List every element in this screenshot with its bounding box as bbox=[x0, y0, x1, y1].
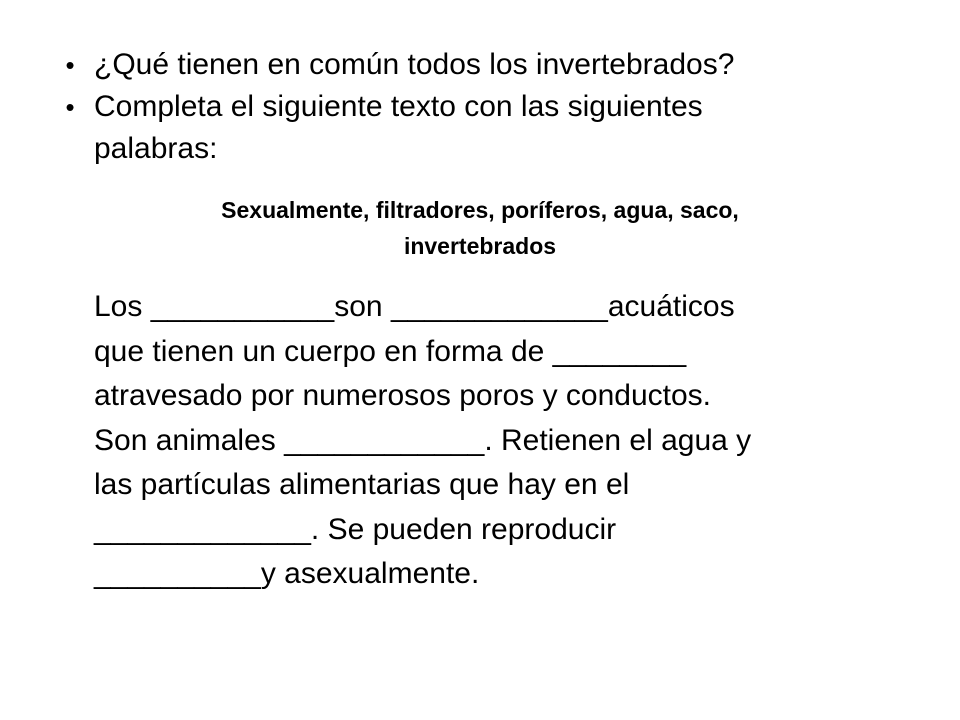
bullet-dot-icon: • bbox=[65, 50, 75, 80]
paragraph-line: __________y asexualmente. bbox=[94, 557, 480, 590]
bullet-instruction bbox=[60, 86, 900, 170]
bullet-question-text: ¿Qué tienen en común todos los invertebrados? bbox=[94, 48, 735, 81]
fill-in-paragraph bbox=[94, 285, 894, 597]
bullet-instruction-line-2: palabras: bbox=[94, 132, 218, 165]
word-bank bbox=[60, 192, 900, 264]
bullet-question bbox=[60, 44, 900, 86]
paragraph-line: Los ___________son _____________acuáticos bbox=[94, 290, 735, 323]
paragraph-line: que tienen un cuerpo en forma de ________ bbox=[94, 334, 687, 368]
bullet-instruction-line-1: Completa el siguiente texto con las siguientes bbox=[94, 90, 703, 123]
paragraph-line: _____________. Se pueden reproducir bbox=[94, 512, 617, 546]
word-bank-line-1: Sexualmente, filtradores, poríferos, agua, saco, bbox=[221, 197, 739, 223]
paragraph-line: las partículas alimentarias que hay en el bbox=[94, 468, 630, 501]
bullet-dot-icon: • bbox=[65, 92, 75, 122]
paragraph-line: Son animales ____________. Retienen el agua y bbox=[94, 423, 752, 457]
bullet-list bbox=[60, 44, 900, 170]
word-bank-line-2: invertebrados bbox=[403, 233, 557, 259]
paragraph-line: atravesado por numerosos poros y conductos. bbox=[94, 379, 712, 412]
